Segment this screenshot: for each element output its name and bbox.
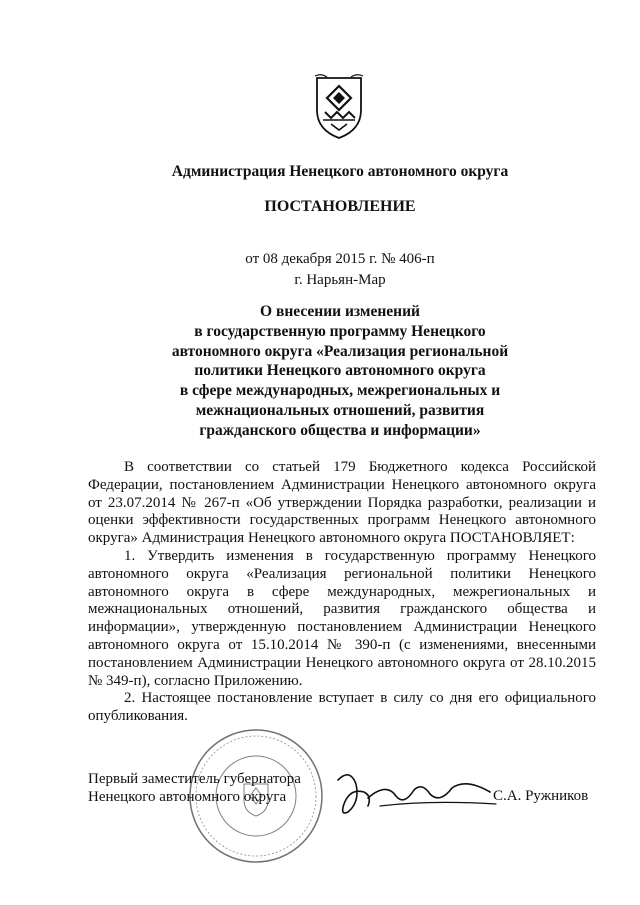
- signatory-position: [88, 770, 301, 806]
- document-body: [88, 459, 596, 726]
- subject-title: [90, 302, 590, 441]
- coat-of-arms-icon: [309, 72, 369, 142]
- city: г. Нарьян-Мар: [294, 272, 386, 288]
- date-and-number: от 08 декабря 2015 г. № 406-п: [245, 251, 435, 267]
- item-2-paragraph: 2. Настоящее постановление вступает в силу со дня его официального опубликования.: [88, 690, 596, 725]
- subject-line: О внесении изменений: [260, 303, 420, 320]
- organization-name: Администрация Ненецкого автономного округа: [171, 163, 509, 180]
- subject-line: гражданского общества и информации»: [199, 421, 481, 439]
- subject-line: автономного округа «Реализация региональной: [171, 342, 509, 360]
- handwritten-signature: [320, 762, 500, 822]
- subject-line: в государственную программу Ненецкого: [194, 322, 486, 340]
- preamble-paragraph: В соответствии со статьей 179 Бюджетного кодекса Российской Федерации, постановлением Администрации Ненецкого автономного округа от 23.07.2014 № 267-п «Об утверждении Порядка разработки, реализации и оценки эффективности государственных программ Ненецкого автономного округа» Администрация Ненецкого автономного округа ПОСТАНОВЛЯЕТ:: [88, 459, 596, 547]
- item-1-paragraph: 1. Утвердить изменения в государственную программу Ненецкого автономного округа «Реализация региональной политики Ненецкого автономного округа в сфере международных, межрегиональных и межнациональных отношений, развития гражданского общества и информации», утвержденную постановлением Администрации Ненецкого автономного округа от 15.10.2014 № 390-п (с изменениями, внесенными постановлением Администрации Ненецкого автономного округа от 28.10.2015 № 349-п), согласно Приложению.: [88, 547, 596, 689]
- subject-line: в сфере международных, межрегиональных и: [179, 382, 501, 400]
- document-type: ПОСТАНОВЛЕНИЕ: [264, 198, 416, 215]
- date-block: [90, 249, 590, 291]
- subject-line: межнациональных отношений, развития: [195, 401, 485, 419]
- signatory-name: С.А. Ружников: [493, 788, 589, 804]
- position-line: Ненецкого автономного округа: [88, 789, 287, 805]
- subject-line: политики Ненецкого автономного округа: [194, 362, 486, 380]
- position-line: Первый заместитель губернатора: [88, 771, 301, 787]
